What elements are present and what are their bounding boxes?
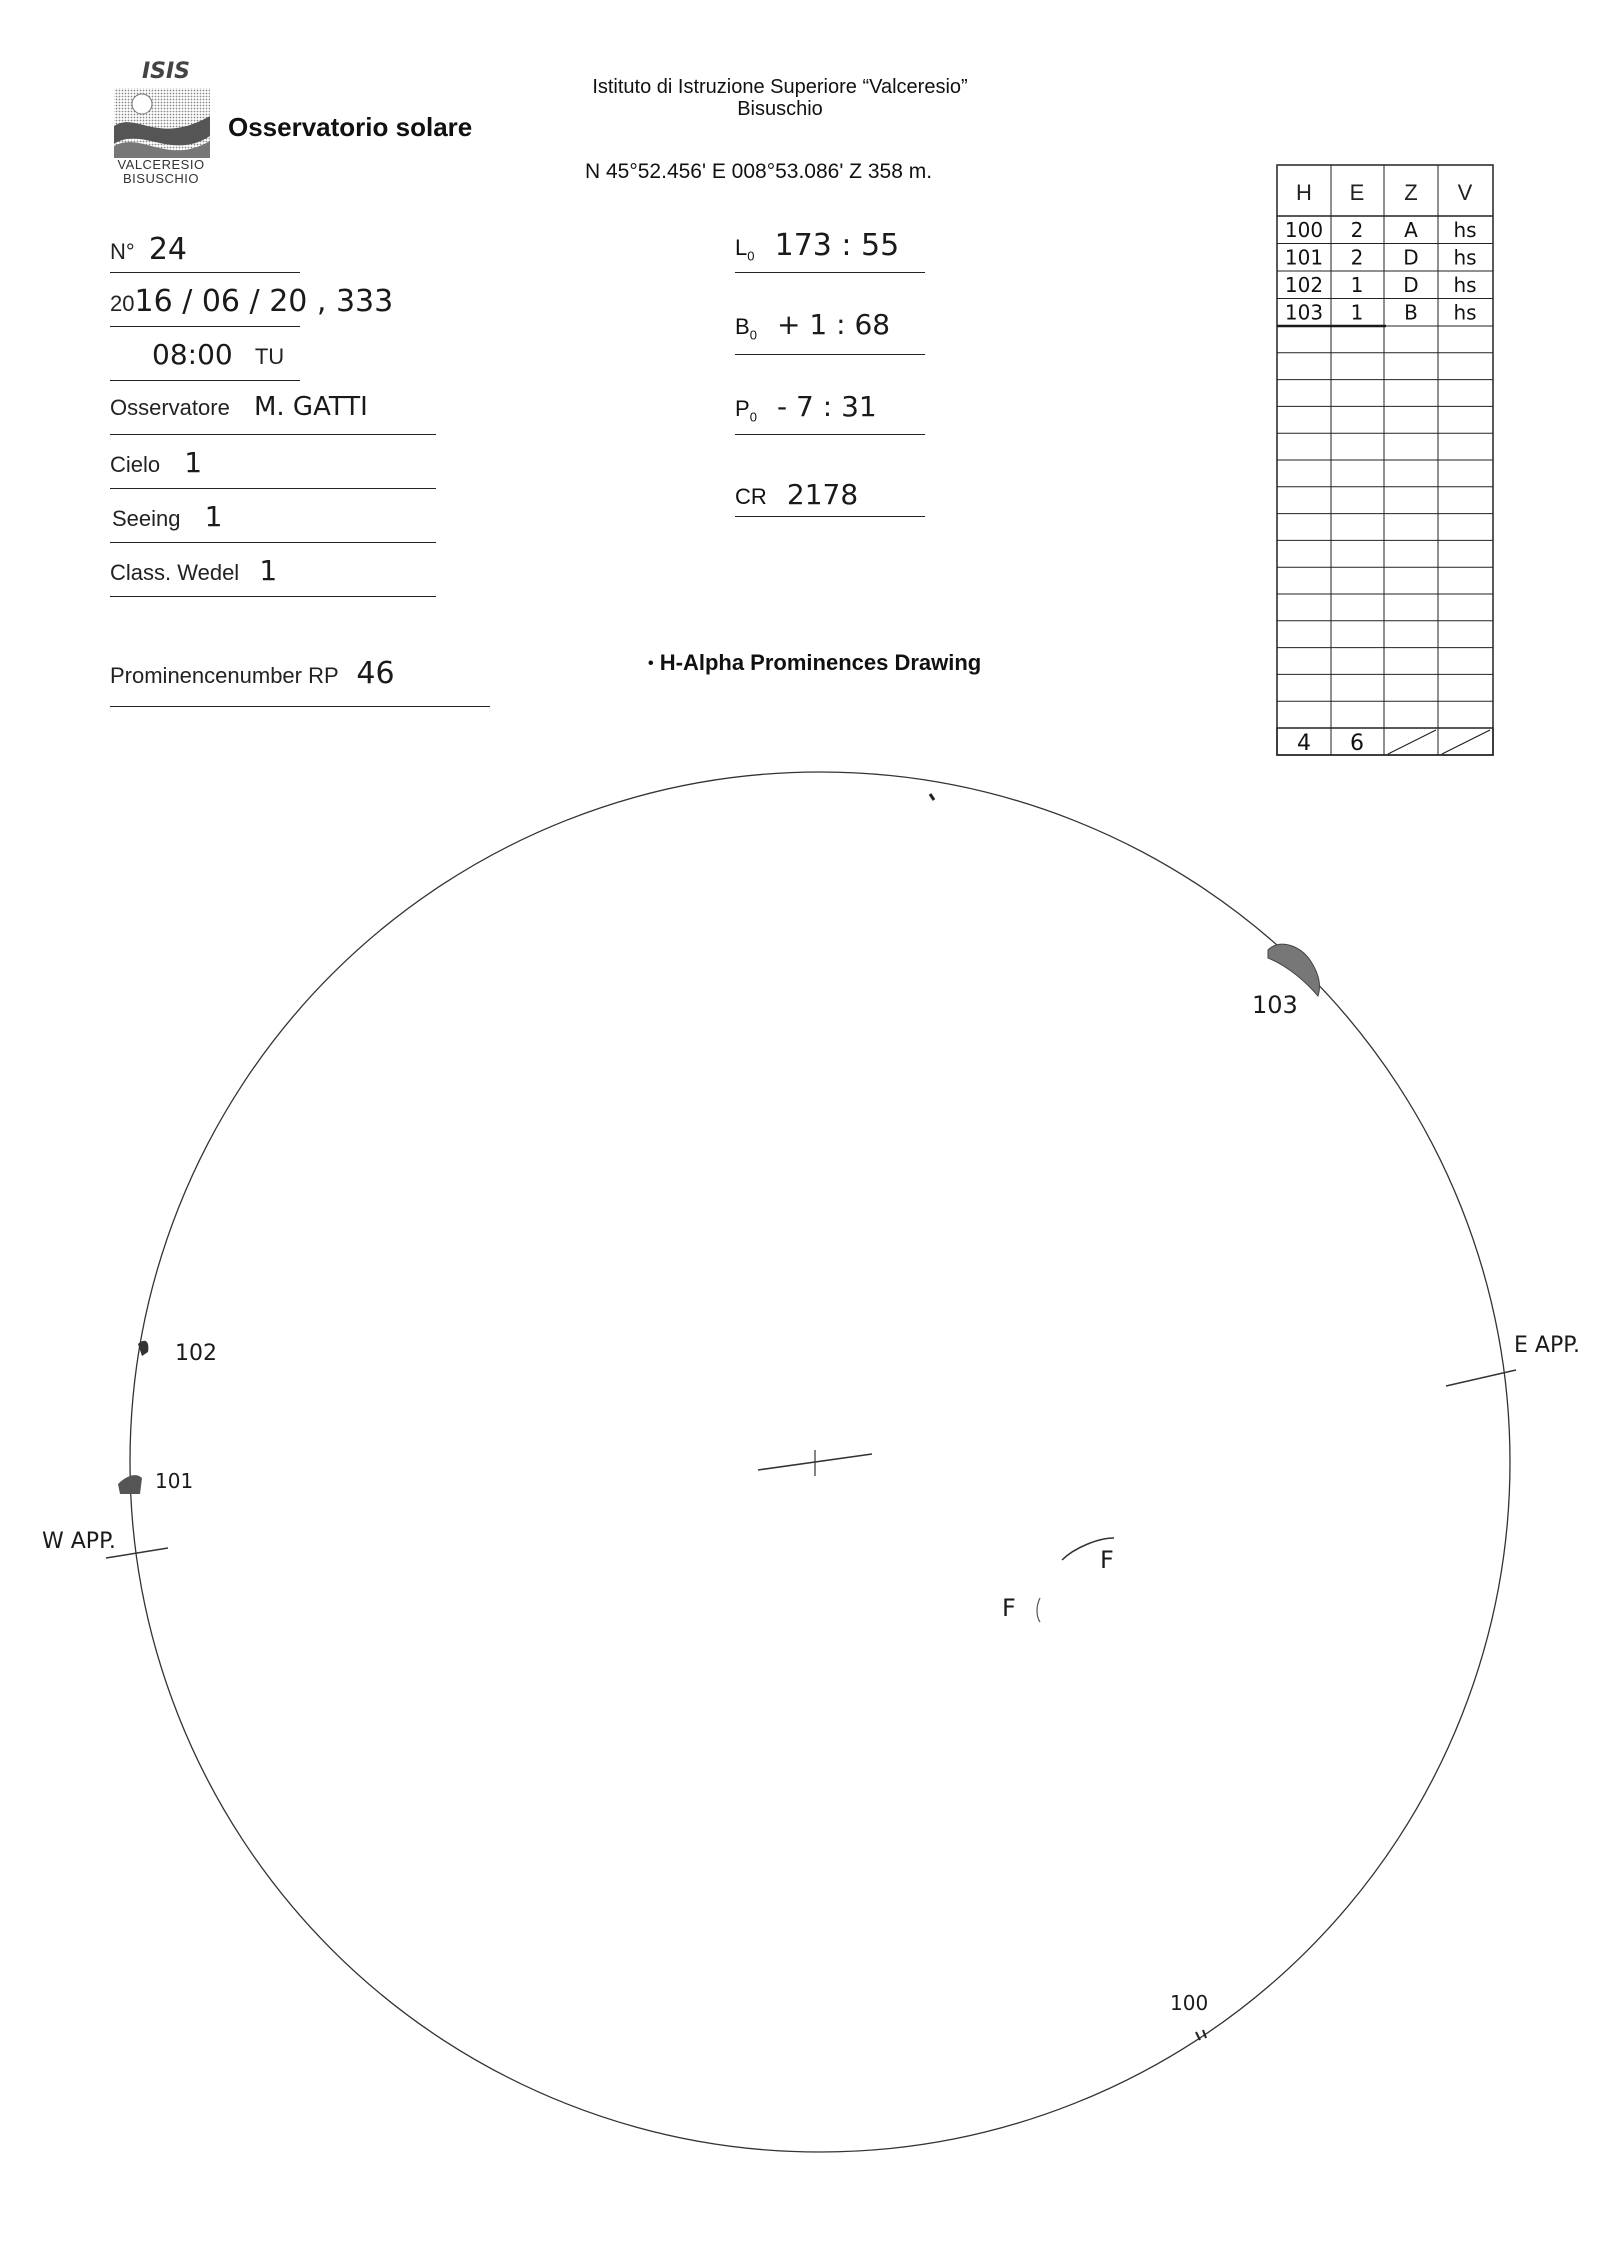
table-cell-r0-c2: A bbox=[1404, 218, 1418, 242]
p0-value: - 7 : 31 bbox=[777, 390, 877, 423]
label-103: 103 bbox=[1252, 991, 1298, 1019]
sun-disk-drawing bbox=[0, 760, 1600, 2220]
l0-label: L bbox=[735, 235, 748, 260]
school-name-line-1: Istituto di Istruzione Superiore “Valceresio” bbox=[592, 76, 968, 98]
wedel-field bbox=[110, 554, 277, 587]
b0-value: + 1 : 68 bbox=[777, 308, 891, 341]
date-rule bbox=[110, 326, 300, 327]
prominence-100-shape bbox=[1196, 2030, 1206, 2040]
l0-value: 173 : 55 bbox=[774, 228, 900, 263]
table-cell-r0-c3: hs bbox=[1453, 218, 1477, 242]
date-value: 16 / 06 / 20 , 333 bbox=[134, 284, 394, 319]
sky-field bbox=[110, 446, 202, 479]
label-filament-1: F bbox=[1100, 1546, 1114, 1574]
time-field bbox=[152, 338, 284, 371]
label-west: W APP. bbox=[42, 1529, 116, 1554]
date-prefix: 20 bbox=[110, 291, 135, 316]
table-cell-r2-c0: 102 bbox=[1284, 273, 1324, 297]
seeing-value: 1 bbox=[204, 500, 223, 533]
sky-rule bbox=[110, 488, 436, 489]
bullet-mark: • bbox=[648, 655, 654, 672]
table-header-e: E bbox=[1349, 180, 1365, 205]
prominence-103-shape bbox=[1268, 944, 1320, 996]
drawing-title bbox=[648, 650, 981, 676]
time-value: 08:00 bbox=[152, 338, 233, 371]
logo-caption bbox=[96, 158, 226, 186]
prominence-number-label: Prominencenumber RP bbox=[110, 663, 339, 688]
table-header-h: H bbox=[1296, 180, 1312, 205]
b0-sub: 0 bbox=[749, 327, 757, 343]
table-header-z: Z bbox=[1404, 180, 1418, 205]
table-cell-r2-c3: hs bbox=[1453, 273, 1477, 297]
date-field bbox=[110, 284, 393, 319]
l0-sub: 0 bbox=[747, 248, 755, 264]
prominence-102-shape bbox=[138, 1341, 148, 1356]
logo-caption-line-2: BISUSCHIO bbox=[122, 171, 199, 186]
label-102: 102 bbox=[175, 1341, 217, 1366]
site-coordinates: N 45°52.456' E 008°53.086' Z 358 m. bbox=[585, 160, 933, 183]
table-cell-r2-c1: 1 bbox=[1350, 273, 1364, 297]
observer-value: M. GATTI bbox=[253, 392, 368, 422]
p0-field bbox=[735, 390, 877, 424]
table-cell-r0-c1: 2 bbox=[1350, 218, 1364, 242]
label-101: 101 bbox=[155, 1469, 194, 1493]
table-cell-r0-c0: 100 bbox=[1284, 218, 1324, 242]
p0-label: P bbox=[735, 396, 750, 421]
l0-rule bbox=[735, 272, 925, 273]
label-east: E APP. bbox=[1514, 1333, 1581, 1358]
seeing-label: Seeing bbox=[112, 506, 181, 531]
b0-label: B bbox=[735, 314, 750, 339]
north-tick bbox=[930, 794, 934, 800]
table-cell-r1-c3: hs bbox=[1453, 245, 1477, 270]
prominence-number-field bbox=[110, 656, 395, 691]
table-cell-r2-c2: D bbox=[1403, 273, 1419, 297]
sky-label: Cielo bbox=[110, 452, 161, 477]
prominence-table bbox=[1276, 164, 1494, 756]
number-rule bbox=[110, 272, 300, 273]
observer-field bbox=[110, 392, 368, 422]
table-cell-r1-c0: 101 bbox=[1284, 245, 1324, 270]
table-cell-r3-c3: hs bbox=[1453, 300, 1477, 325]
seeing-field bbox=[112, 500, 222, 533]
number-field bbox=[110, 232, 187, 267]
table-total-0: 4 bbox=[1297, 731, 1311, 756]
table-cell-r1-c1: 2 bbox=[1350, 245, 1364, 270]
school-name-line-2: Bisuschio bbox=[737, 98, 823, 120]
observatory-title: Osservatorio solare bbox=[228, 112, 473, 142]
p0-rule bbox=[735, 434, 925, 435]
label-filament-2: F bbox=[1002, 1594, 1016, 1622]
prominence-number-value: 46 bbox=[356, 656, 395, 691]
observer-label: Osservatore bbox=[110, 395, 230, 420]
cr-value: 2178 bbox=[786, 478, 859, 511]
wedel-label: Class. Wedel bbox=[110, 560, 240, 585]
b0-field bbox=[735, 308, 890, 342]
wedel-rule bbox=[110, 596, 436, 597]
wedel-value: 1 bbox=[259, 554, 278, 587]
logo-mark-text: ISIS bbox=[141, 59, 191, 84]
observer-rule bbox=[110, 434, 436, 435]
sky-value: 1 bbox=[184, 446, 203, 479]
cr-rule bbox=[735, 516, 925, 517]
school-name bbox=[500, 76, 1060, 120]
filament-2-shape bbox=[1037, 1598, 1040, 1622]
number-value: 24 bbox=[148, 232, 187, 267]
logo-caption-line-1: VALCERESIO bbox=[117, 157, 205, 172]
time-rule bbox=[110, 380, 300, 381]
drawing-title-text: H-Alpha Prominences Drawing bbox=[659, 650, 982, 675]
seeing-rule bbox=[110, 542, 436, 543]
table-header-v: V bbox=[1457, 180, 1473, 205]
prominence-101-shape bbox=[118, 1475, 142, 1494]
number-label: N° bbox=[110, 239, 135, 264]
l0-field bbox=[735, 228, 899, 263]
label-100: 100 bbox=[1170, 1991, 1209, 2015]
cr-label: CR bbox=[735, 484, 767, 509]
table-cell-r3-c0: 103 bbox=[1284, 300, 1324, 325]
time-unit: TU bbox=[254, 344, 285, 369]
table-cell-r3-c2: B bbox=[1404, 300, 1418, 325]
table-cell-r3-c1: 1 bbox=[1350, 300, 1364, 325]
p0-sub: 0 bbox=[749, 409, 757, 425]
table-total-1: 6 bbox=[1350, 731, 1364, 756]
isis-logo-mark bbox=[116, 58, 216, 84]
cr-field bbox=[735, 478, 858, 511]
b0-rule bbox=[735, 354, 925, 355]
table-cell-r1-c2: D bbox=[1403, 245, 1419, 270]
prominence-number-rule bbox=[110, 706, 490, 707]
